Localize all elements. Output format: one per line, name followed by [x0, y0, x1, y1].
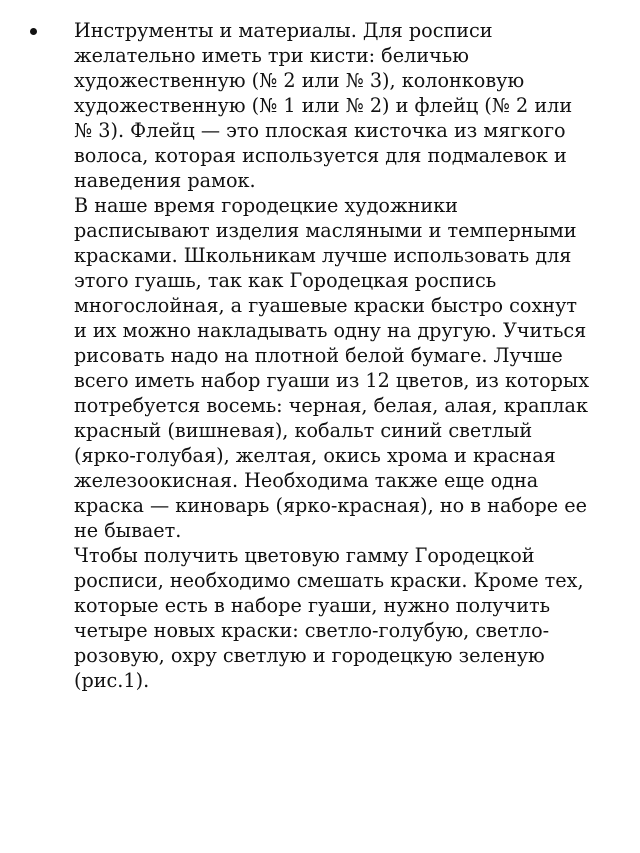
bullet-list: [0, 18, 640, 693]
list-item: [74, 18, 594, 693]
paragraph-paints: В наше время городецкие художники расписывают изделия масляными и темперными красками. Школьникам лучше использовать для этого гуашь, так как Городецкая роспись многослойная, а гуашевые краски быстро сохнут и их можно накладывать одну на другую. Учиться рисовать надо на плотной белой бумаге. Лучше всего иметь набор гуаши из 12 цветов, из которых потребуется восемь: черная, белая, алая, краплак красный (вишневая), кобальт синий светлый (ярко-голубая), желтая, окись хрома и красная железоокисная. Необходима также еще одна краска — киноварь (ярко-красная), но в наборе ее не бывает.: [74, 194, 590, 542]
paragraph-color-mixing: Чтобы получить цветовую гамму Городецкой росписи, необходимо смешать краски. Кроме тех, которые есть в наборе гуаши, нужно получить четыре новых краски: светло-голубую, светло-розовую, охру светлую и городецкую зеленую (рис.1).: [74, 544, 584, 692]
paragraph-tools-materials: Инструменты и материалы. Для росписи желательно иметь три кисти: беличью художественную (№ 2 или № 3), колонковую художественную (№ 1 или № 2) и флейц (№ 2 или № 3). Флейц — это плоская кисточка из мягкого волоса, которая используется для подмалевок и наведения рамок.: [74, 19, 573, 192]
bullet-icon: [30, 28, 37, 35]
document-body: [0, 18, 640, 693]
